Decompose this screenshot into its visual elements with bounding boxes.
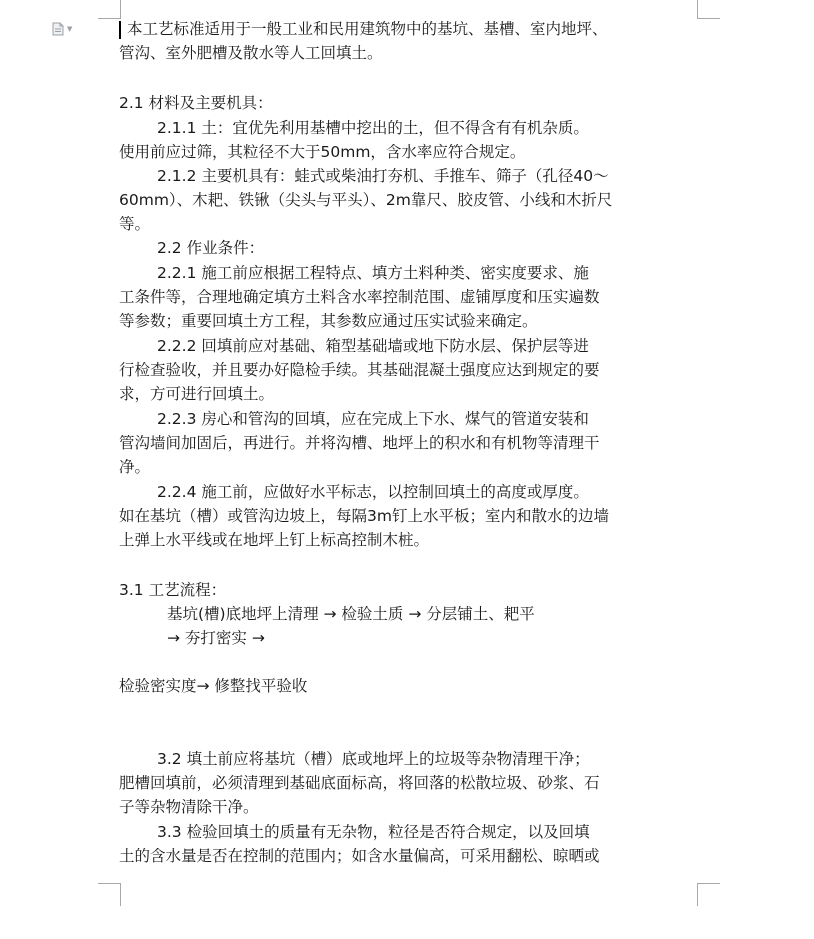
- text-line: 工条件等，合理地确定填方土料含水率控制范围、虚铺厚度和压实遍数: [119, 288, 600, 306]
- text-line: 求，方可进行回填土。: [119, 385, 275, 403]
- text-line: 3.1 工艺流程：: [119, 581, 227, 599]
- page-corner-mark-bottom-left: [98, 883, 121, 906]
- text-line: 行检查验收，并且要办好隐检手续。其基础混凝土强度应达到规定的要: [119, 361, 600, 379]
- text-line: 土的含水量是否在控制的范围内；如含水量偏高，可采用翻松、晾晒或: [119, 847, 600, 865]
- chevron-down-icon: ▼: [67, 25, 73, 33]
- document-icon: [52, 22, 64, 36]
- text-line: 2.2.3 房心和管沟的回填，应在完成上下水、煤气的管道安装和: [157, 410, 589, 428]
- text-line: 子等杂物清除干净。: [119, 798, 259, 816]
- text-line: 本工艺标准适用于一般工业和民用建筑物中的基坑、基槽、室内地坪、: [127, 20, 608, 38]
- text-line: 上弹上水平线或在地坪上钉上标高控制木桩。: [119, 531, 430, 549]
- text-cursor: [119, 21, 121, 39]
- page-corner-mark-top-right: [697, 0, 720, 19]
- text-line: 管沟、室外肥槽及散水等人工回填土。: [119, 44, 383, 62]
- page-corner-mark-bottom-right: [697, 883, 720, 906]
- text-line: 净。: [119, 458, 151, 476]
- text-line: 肥槽回填前，必须清理到基础底面标高，将回落的松散垃圾、砂浆、石: [119, 774, 600, 792]
- text-line: 2.1.2 主要机具有：蛙式或柴油打夯机、手推车、筛子（孔径40～: [157, 167, 609, 185]
- text-line: 等参数；重要回填土方工程，其参数应通过压实试验来确定。: [119, 312, 538, 330]
- text-line: 管沟墙间加固后，再进行。并将沟槽、地坪上的积水和有机物等清理干: [119, 434, 600, 452]
- text-line: 2.1 材料及主要机具：: [119, 94, 273, 112]
- text-line: 2.2 作业条件：: [157, 239, 265, 257]
- text-line: 基坑(槽)底地坪上清理 → 检验土质 → 分层铺土、耙平: [167, 605, 535, 623]
- text-line: 如在基坑（槽）或管沟边坡上，每隔3m钉上水平板；室内和散水的边墙: [119, 507, 609, 525]
- text-line: 2.2.1 施工前应根据工程特点、填方土料种类、密实度要求、施: [157, 264, 589, 282]
- paragraph-format-button[interactable]: [52, 22, 72, 36]
- text-line: 2.2.2 回填前应对基础、箱型基础墙或地下防水层、保护层等进: [157, 337, 589, 355]
- text-line: → 夯打密实 →: [167, 629, 265, 647]
- text-line: 60mm）、木耙、铁锹（尖头与平头）、2m靠尺、胶皮管、小线和木折尺: [119, 191, 613, 209]
- page-corner-mark-top-left: [98, 0, 121, 19]
- text-line: 使用前应过筛，其粒径不大于50mm，含水率应符合规定。: [119, 143, 526, 161]
- text-line: 3.3 检验回填土的质量有无杂物，粒径是否符合规定，以及回填: [157, 823, 590, 841]
- text-line: 2.1.1 土：宜优先利用基槽中挖出的土，但不得含有有机杂质。: [157, 119, 589, 137]
- text-line: 等。: [119, 215, 151, 233]
- text-line: 3.2 填土前应将基坑（槽）底或地坪上的垃圾等杂物清理干净；: [157, 750, 590, 768]
- text-line: 2.2.4 施工前，应做好水平标志，以控制回填土的高度或厚度。: [157, 483, 589, 501]
- text-line: 检验密实度→ 修整找平验收: [119, 677, 308, 695]
